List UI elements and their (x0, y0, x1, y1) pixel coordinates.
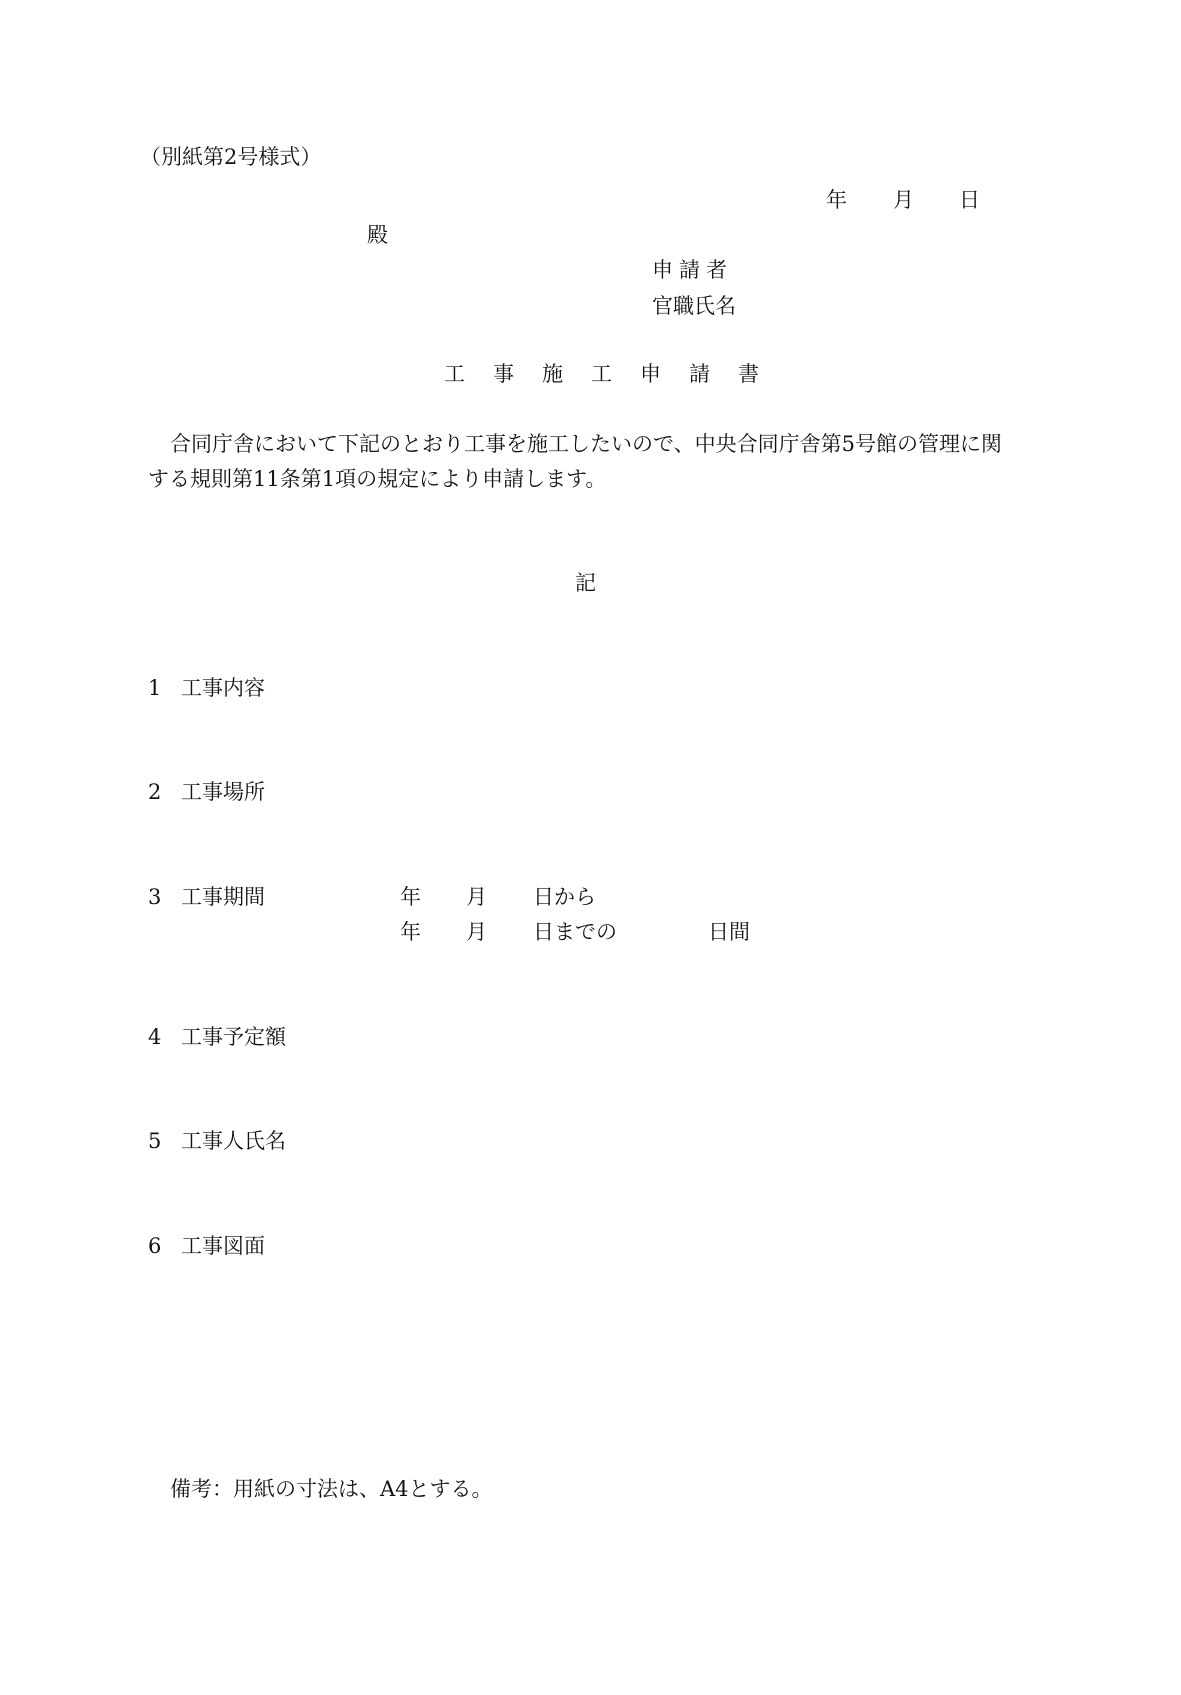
applicant-label: 申請者 (652, 258, 733, 282)
item-number-3: 3 (148, 885, 162, 909)
applicant-name-label: 官職氏名 (652, 294, 736, 318)
document-title: 工事施工申請書 (444, 362, 787, 386)
item-number-5: 5 (148, 1129, 162, 1153)
item-number-2: 2 (148, 780, 162, 804)
item-number-4: 4 (148, 1025, 162, 1049)
item-label-2: 工事場所 (181, 780, 265, 804)
period-line2-days: 日間 (708, 920, 750, 944)
item-label-1: 工事内容 (181, 676, 265, 700)
body-line-1: 合同庁舎において下記のとおり工事を施工したいので、中央合同庁舎第5号館の管理に関 (170, 432, 1002, 456)
body-line-2: する規則第11条第1項の規定により申請します。 (148, 467, 607, 491)
date-day-label: 日 (959, 188, 980, 212)
period-line2-month: 月 (466, 920, 487, 944)
period-line2-year: 年 (400, 920, 421, 944)
period-line1-year: 年 (400, 885, 421, 909)
period-line1-day-from: 日から (533, 885, 596, 909)
item-number-1: 1 (148, 676, 162, 700)
item-label-6: 工事図面 (181, 1234, 265, 1258)
period-line1-month: 月 (466, 885, 487, 909)
item-label-5: 工事人氏名 (181, 1129, 286, 1153)
item-label-4: 工事予定額 (181, 1025, 286, 1049)
date-year-label: 年 (826, 188, 847, 212)
addressee-suffix: 殿 (367, 223, 388, 247)
period-line2-day-until: 日までの (533, 920, 617, 944)
item-number-6: 6 (148, 1234, 162, 1258)
form-number: （別紙第2号様式） (140, 145, 322, 169)
ki-heading: 記 (575, 571, 596, 595)
item-label-3: 工事期間 (181, 885, 265, 909)
date-month-label: 月 (893, 188, 914, 212)
paper-size-note: 備考：用紙の寸法は、A4とする。 (170, 1477, 493, 1501)
